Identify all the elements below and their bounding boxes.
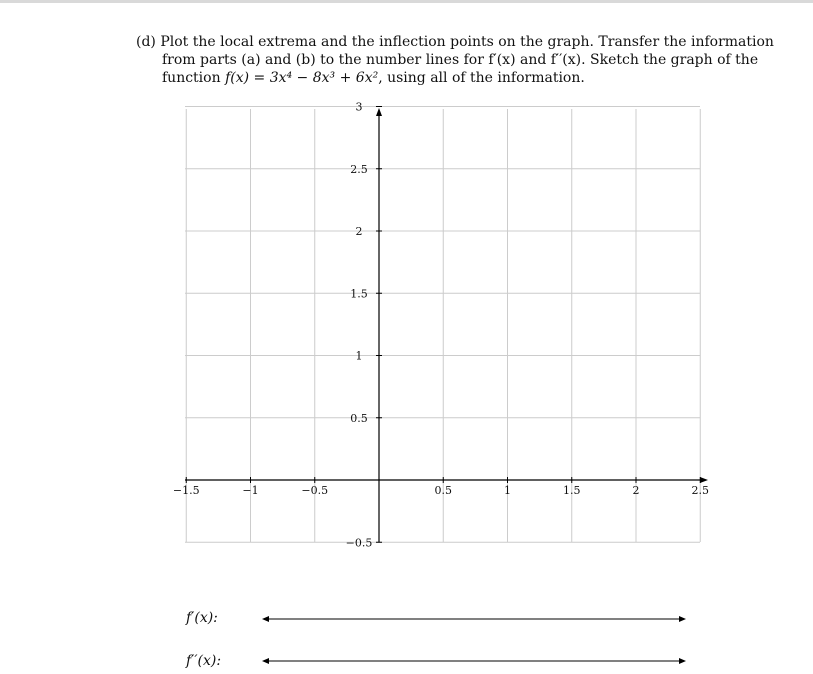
- y-tick-label: 2: [355, 225, 363, 238]
- x-tick-label: 2: [632, 484, 640, 497]
- second-derivative-label: f′′(x):: [186, 653, 222, 669]
- left-arrow-icon: [262, 658, 269, 664]
- second-derivative-number-line[interactable]: [262, 656, 686, 666]
- problem-text-1: Plot the local extrema and the inflection points on the graph. Transfer the information: [160, 34, 774, 50]
- y-tick-label: −0.5: [345, 536, 373, 550]
- x-tick-label: −1.5: [172, 484, 200, 497]
- x-tick-label: −1: [242, 484, 259, 497]
- x-tick-label: 0.5: [434, 484, 452, 497]
- first-derivative-number-line[interactable]: [262, 614, 686, 624]
- problem-text-2: from parts (a) and (b) to the number lines for f′(x) and f′′(x). Sketch the graph of the: [162, 52, 759, 68]
- x-tick-label: 2.5: [691, 484, 709, 497]
- y-tick-label: 0.5: [350, 411, 368, 425]
- y-tick-label: 2.5: [350, 162, 368, 176]
- x-tick-label: −0.5: [301, 484, 329, 497]
- y-axis-arrow-icon: [376, 108, 382, 116]
- problem-text-3-prefix: function: [162, 70, 226, 86]
- first-derivative-label: f′(x):: [186, 610, 218, 626]
- x-tick-label: 1.5: [563, 484, 581, 497]
- problem-text-3-suffix: , using all of the information.: [378, 70, 585, 86]
- problem-label: (d): [136, 34, 156, 50]
- x-tick-label: 1: [504, 484, 511, 497]
- left-arrow-icon: [262, 616, 269, 622]
- y-tick-label: 1.5: [350, 287, 368, 301]
- right-arrow-icon: [679, 658, 686, 664]
- x-axis-arrow-icon: [700, 477, 708, 483]
- y-tick-label: 3: [355, 100, 363, 114]
- y-tick-label: 1: [355, 349, 363, 363]
- function-expression: f(x) = 3x⁴ − 8x³ + 6x²: [225, 70, 379, 86]
- right-arrow-icon: [679, 616, 686, 622]
